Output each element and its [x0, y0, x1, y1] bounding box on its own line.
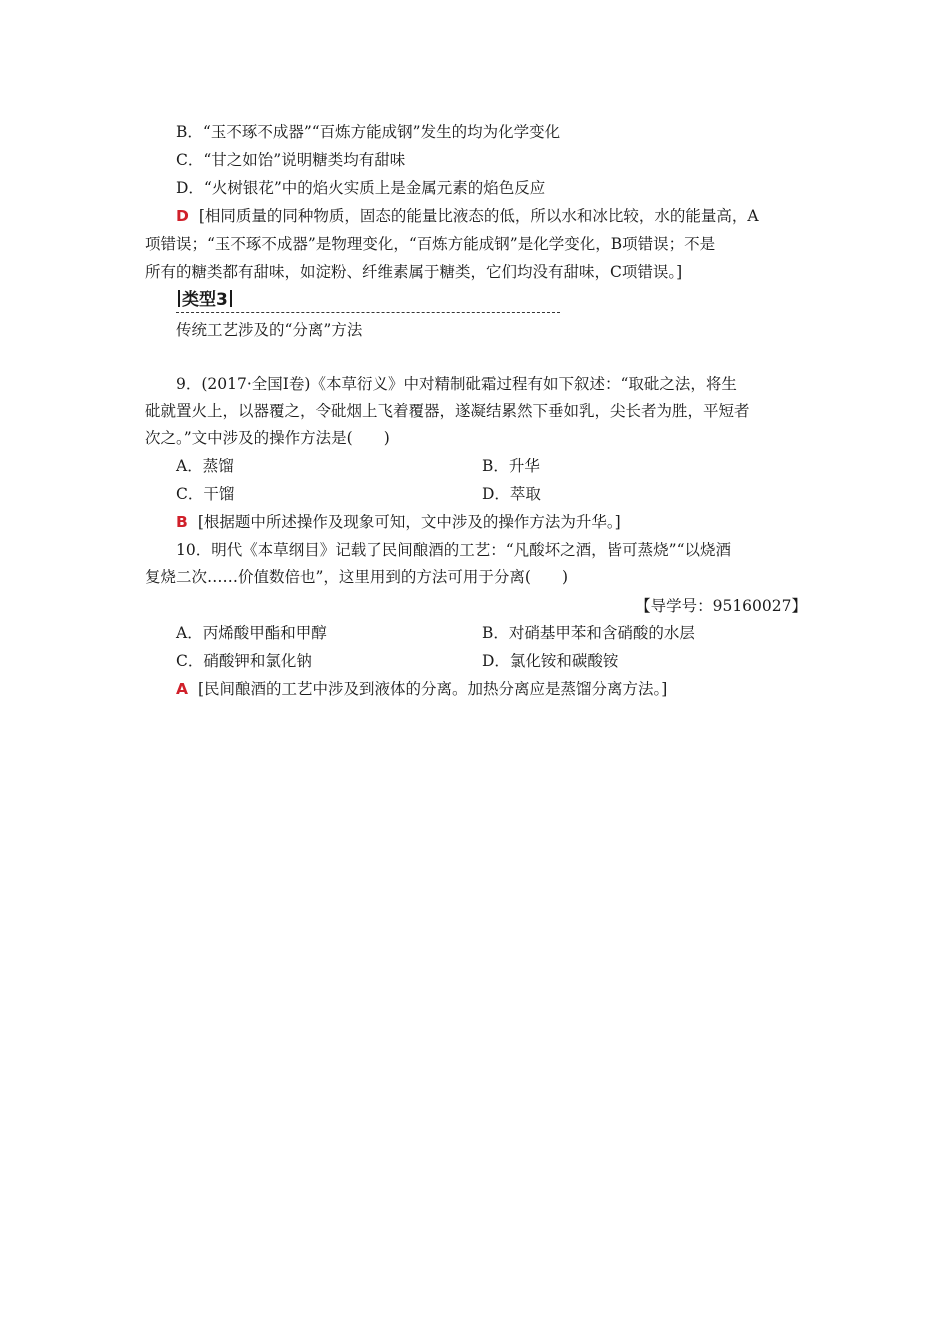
q8-answer-letter: D	[176, 207, 189, 225]
q9-option-d: D．萃取	[482, 485, 541, 503]
q8-option-c: C．“甘之如饴”说明糖类均有甜味	[176, 151, 406, 169]
q9-option-b: B．升华	[482, 457, 540, 475]
q10-answer-line	[176, 679, 667, 699]
section-heading	[176, 289, 560, 317]
q8-explanation-3: 所有的糖类都有甜味，如淀粉、纤维素属于糖类，它们均没有甜味，C项错误。]	[145, 263, 683, 281]
q10-option-d: D．氯化铵和碳酸铵	[482, 652, 619, 670]
heading-bar-left	[178, 290, 180, 307]
q9-answer-letter: B	[176, 513, 188, 531]
q9-stem-1: 9．(2017·全国Ⅰ卷)《本草衍义》中对精制砒霜过程有如下叙述：“取砒之法，将生	[176, 375, 737, 393]
q8-option-d: D．“火树银花”中的焰火实质上是金属元素的焰色反应	[176, 179, 546, 197]
q10-answer-letter: A	[176, 680, 188, 698]
q10-options-row-2	[176, 651, 776, 671]
q8-explanation-2: 项错误；“玉不琢不成器”是物理变化，“百炼方能成钢”是化学变化，B项错误；不是	[145, 235, 716, 253]
q10-option-a: A．丙烯酸甲酯和甲醇	[176, 624, 327, 642]
q9-option-c: C．干馏	[176, 485, 235, 503]
q10-option-b: B．对硝基甲苯和含硝酸的水层	[482, 624, 695, 642]
q9-stem-3: 次之。”文中涉及的操作方法是( )	[145, 429, 390, 447]
section-divider	[176, 312, 560, 313]
q8-answer-line	[176, 206, 759, 226]
q10-stem-2: 复烧二次……价值数倍也”，这里用到的方法可用于分离( )	[145, 568, 569, 586]
q8-explanation-1: [相同质量的同种物质，固态的能量比液态的低，所以水和冰比较，水的能量高，A	[198, 207, 759, 225]
q9-options-row-1	[176, 456, 776, 476]
q10-explanation: [民间酿酒的工艺中涉及到液体的分离。加热分离应是蒸馏分离方法。]	[198, 680, 668, 698]
guide-number: 【导学号：95160027】	[635, 597, 807, 615]
q9-option-a: A．蒸馏	[176, 457, 234, 475]
q9-explanation: [根据题中所述操作及现象可知，文中涉及的操作方法为升华。]	[197, 513, 621, 531]
q9-options-row-2	[176, 484, 776, 504]
section-label: 类型3	[182, 290, 228, 310]
q9-answer-line	[176, 512, 621, 532]
q10-options-row-1	[176, 623, 776, 643]
q10-stem-1: 10．明代《本草纲目》记载了民间酿酒的工艺：“凡酸坏之酒，皆可蒸烧”“以烧酒	[176, 541, 731, 559]
section-title: 传统工艺涉及的“分离”方法	[176, 321, 363, 339]
q9-stem-2: 砒就置火上，以器覆之，令砒烟上飞着覆器，遂凝结累然下垂如乳，尖长者为胜，平短者	[145, 402, 750, 420]
heading-bar-right	[230, 290, 232, 307]
q8-option-b: B．“玉不琢不成器”“百炼方能成钢”发生的均为化学变化	[176, 123, 561, 141]
q10-option-c: C．硝酸钾和氯化钠	[176, 652, 312, 670]
